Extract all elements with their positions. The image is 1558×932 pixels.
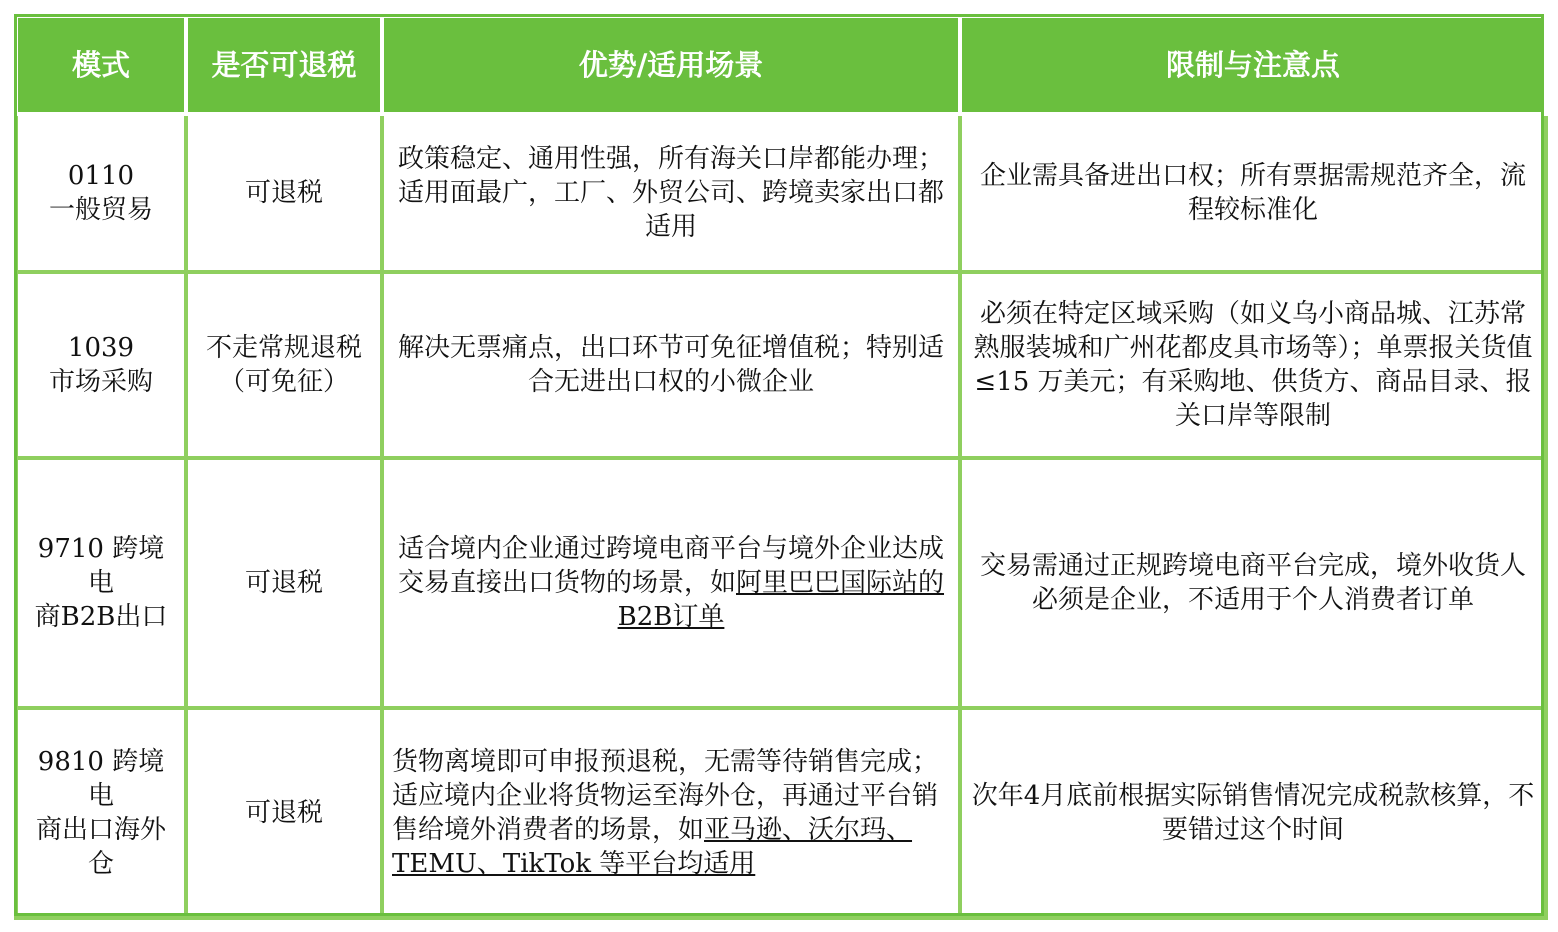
mode-cell	[16, 708, 186, 918]
advantage-text: 适合境内企业通过跨境电商平台与境外企业达成交易直接出口货物的场景，如	[397, 534, 944, 598]
table-header-row	[16, 16, 1546, 114]
mode-cell	[16, 458, 186, 708]
limit-cell	[960, 458, 1546, 708]
mode-cell	[16, 272, 186, 458]
refund-text: 可退税	[244, 178, 323, 208]
refund-text: 可退税	[244, 568, 323, 598]
platform-link[interactable]: 亚马逊、沃尔玛、TEMU、TikTok 等平台均适用	[392, 815, 913, 879]
mode-code: 0110	[67, 161, 135, 191]
limit-text: 交易需通过正规跨境电商平台完成，境外收货人必须是企业，不适用于个人消费者订单	[979, 551, 1526, 615]
mode-name: 商B2B出口	[34, 602, 168, 632]
mode-code: 9710 跨境电	[37, 534, 165, 598]
refund-text: 可退税	[244, 798, 323, 828]
mode-code: 9810 跨境电	[37, 747, 165, 811]
comparison-table-wrapper	[14, 14, 1544, 916]
advantage-cell	[382, 708, 960, 918]
advantage-text: 货物离境即可申报预退税，无需等待销售完成；适应境内企业将货物运至海外仓，再通过平台销售给境外消费者的场景，如	[392, 747, 939, 845]
advantage-cell	[382, 272, 960, 458]
export-mode-comparison-table	[14, 14, 1548, 920]
refund-note: （可免征）	[218, 367, 349, 397]
header-limit: 限制与注意点	[960, 16, 1546, 114]
mode-name-cont: 仓	[87, 849, 114, 879]
header-advantage: 优势/适用场景	[382, 16, 960, 114]
refund-cell	[186, 272, 382, 458]
limit-text: 企业需具备进出口权；所有票据需规范齐全，流程较标准化	[979, 161, 1526, 225]
advantage-text: 解决无票痛点，出口环节可免征增值税；特别适合无进出口权的小微企业	[397, 333, 944, 397]
mode-code: 1039	[67, 333, 135, 363]
limit-cell	[960, 114, 1546, 272]
limit-text: 次年4月底前根据实际销售情况完成税款核算，不要错过这个时间	[971, 781, 1535, 845]
advantage-text: 政策稳定、通用性强，所有海关口岸都能办理；适用面最广，工厂、外贸公司、跨境卖家出口都适用	[397, 144, 944, 242]
mode-name: 市场采购	[48, 367, 153, 397]
refund-text: 不走常规退税	[205, 333, 362, 363]
mode-name: 一般贸易	[48, 195, 153, 225]
header-refund: 是否可退税	[186, 16, 382, 114]
limit-cell	[960, 272, 1546, 458]
refund-cell	[186, 458, 382, 708]
table-row	[16, 114, 1546, 272]
platform-link[interactable]: 阿里巴巴国际站的B2B订单	[617, 568, 945, 632]
table-row	[16, 272, 1546, 458]
table-row	[16, 458, 1546, 708]
header-mode: 模式	[16, 16, 186, 114]
advantage-cell	[382, 114, 960, 272]
mode-cell	[16, 114, 186, 272]
mode-name: 商出口海外	[35, 815, 166, 845]
refund-cell	[186, 114, 382, 272]
limit-cell	[960, 708, 1546, 918]
refund-cell	[186, 708, 382, 918]
advantage-cell	[382, 458, 960, 708]
table-row	[16, 708, 1546, 918]
limit-text: 必须在特定区域采购（如义乌小商品城、江苏常熟服装城和广州花都皮具市场等）；单票报关货值 ≤15 万美元；有采购地、供货方、商品目录、报关口岸等限制	[973, 299, 1533, 431]
